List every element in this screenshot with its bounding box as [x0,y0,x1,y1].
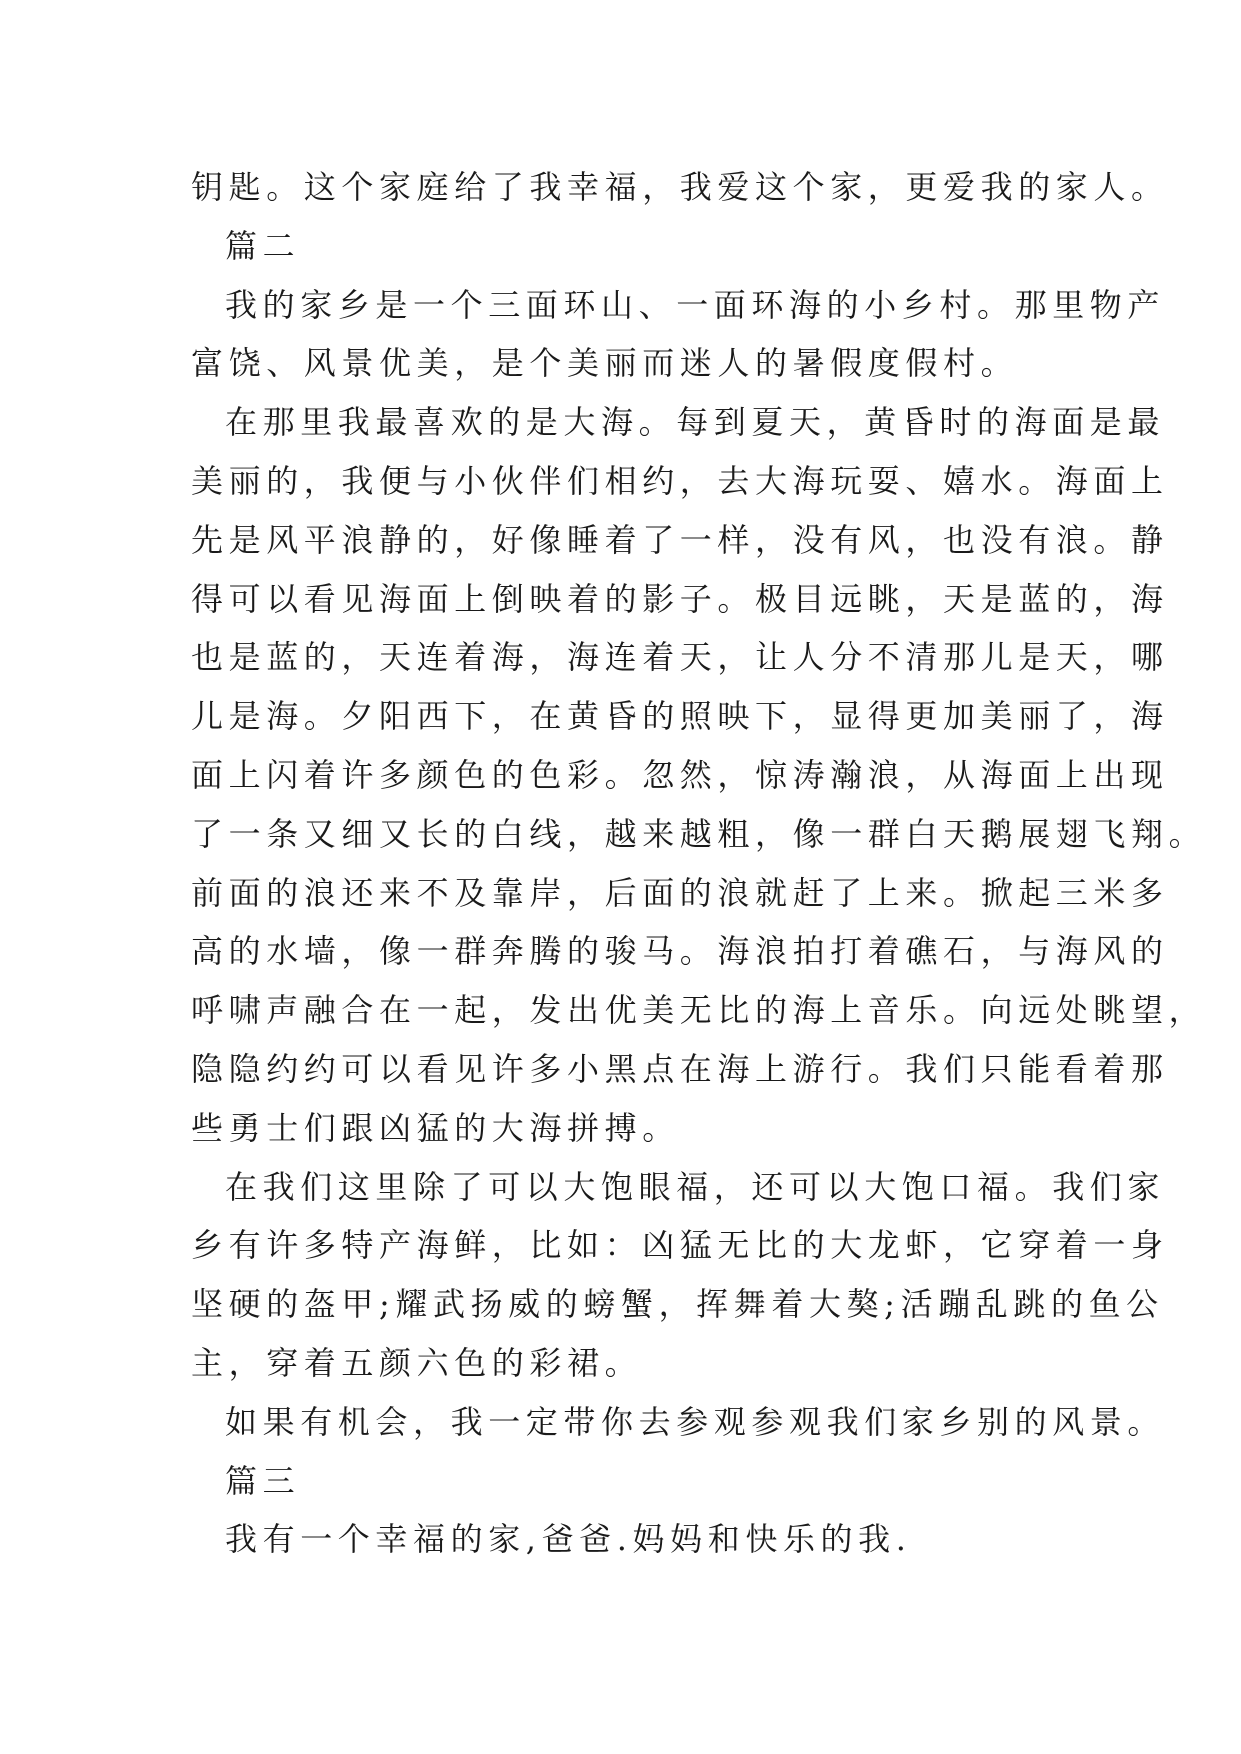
text-line: 我的家乡是一个三面环山、一面环海的小乡村。那里物产 [225,285,1166,324]
text-line: 主，穿着五颜六色的彩裙。 [191,1343,643,1382]
text-line: 先是风平浪静的，好像睡着了一样，没有风，也没有浪。静 [191,520,1169,559]
text-line: 坚硬的盔甲;耀武扬威的螃蟹，挥舞着大獒;活蹦乱跳的鱼公 [191,1285,1164,1324]
text-line: 面上闪着许多颜色的色彩。忽然，惊涛瀚浪，从海面上出现 [191,755,1169,794]
text-line: 了一条又细又长的白线，越来越粗，像一群白天鹅展翅飞翔。 [191,814,1207,853]
text-line: 钥匙。这个家庭给了我幸福，我爱这个家，更爱我的家人。 [191,168,1169,206]
text-line: 前面的浪还来不及靠岸，后面的浪就赶了上来。掀起三米多 [191,873,1169,912]
text-line: 得可以看见海面上倒映着的影子。极目远眺，天是蓝的，海 [191,579,1169,618]
text-line: 如果有机会，我一定带你去参观参观我们家乡别的风景。 [225,1402,1166,1441]
text-line: 隐隐约约可以看见许多小黑点在海上游行。我们只能看着那 [191,1049,1169,1088]
text-line: 儿是海。夕阳西下，在黄昏的照映下，显得更加美丽了，海 [191,697,1169,736]
text-line: 呼啸声融合在一起，发出优美无比的海上音乐。向远处眺望， [191,991,1207,1030]
text-line: 些勇士们跟凶猛的大海拼搏。 [191,1108,680,1147]
text-line: 富饶、风景优美，是个美丽而迷人的暑假度假村。 [191,344,1019,383]
text-line: 也是蓝的，天连着海，海连着天，让人分不清那儿是天，哪 [191,638,1169,677]
section-heading: 篇二 [225,226,301,265]
section-heading: 篇三 [225,1461,301,1500]
essay-body [191,158,1207,1569]
text-line: 美丽的，我便与小伙伴们相约，去大海玩耍、嬉水。海面上 [191,461,1169,500]
text-line: 在我们这里除了可以大饱眼福，还可以大饱口福。我们家 [225,1167,1166,1206]
text-line: 高的水墙，像一群奔腾的骏马。海浪拍打着礁石，与海风的 [191,932,1169,971]
text-line: 在那里我最喜欢的是大海。每到夏天，黄昏时的海面是最 [225,403,1166,442]
text-line: 我有一个幸福的家,爸爸.妈妈和快乐的我. [225,1520,912,1559]
text-line: 乡有许多特产海鲜，比如：凶猛无比的大龙虾，它穿着一身 [191,1226,1169,1265]
